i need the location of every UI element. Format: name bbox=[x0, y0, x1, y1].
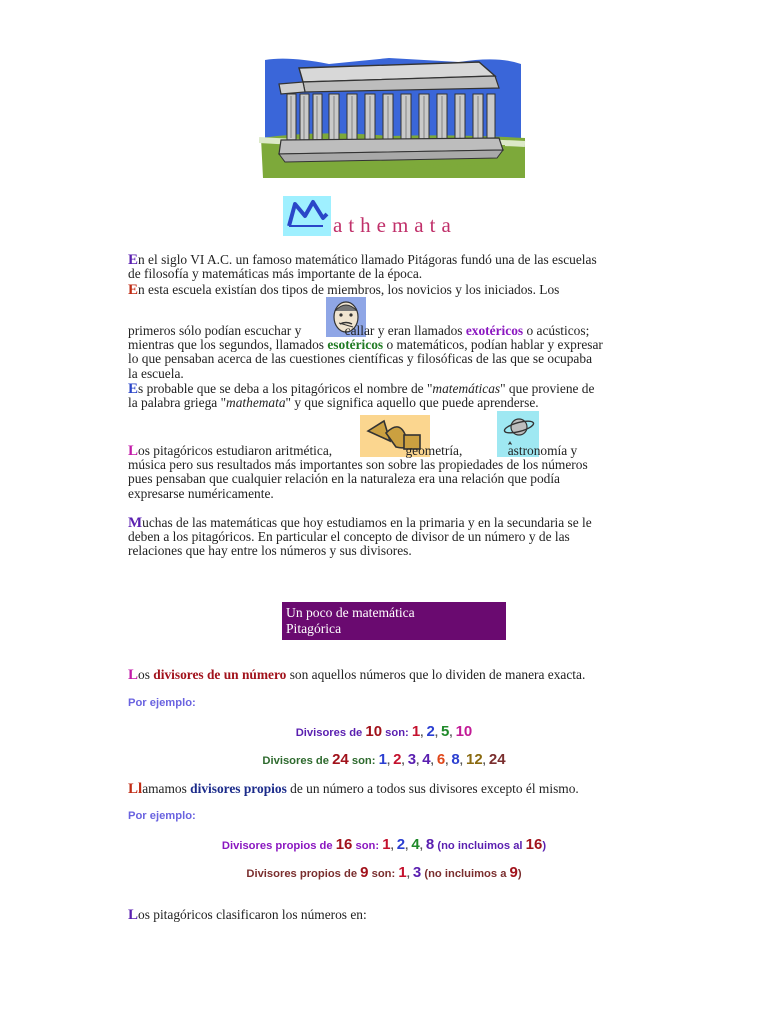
divisor-list bbox=[411, 723, 473, 740]
banner-line: Pitagórica bbox=[286, 621, 342, 636]
example-label: Divisores propios de bbox=[221, 840, 336, 852]
drop-initial: L bbox=[128, 443, 139, 459]
divisor-value: 3 bbox=[412, 864, 422, 881]
divisores-propios-term: divisores propios bbox=[190, 781, 287, 796]
page-title: athemata bbox=[333, 213, 457, 237]
divisor-list bbox=[378, 751, 506, 768]
drop-initial: M bbox=[128, 515, 143, 531]
text-line: os pitagóricos clasificaron los números en: bbox=[138, 907, 367, 922]
divisor-value: 8 bbox=[451, 751, 460, 768]
section-banner bbox=[282, 602, 506, 640]
example-son: son: bbox=[368, 868, 399, 880]
text-line: pues pensaban que cualquier relación en la naturaleza era una relación que podía bbox=[128, 471, 561, 487]
divisor-value: 1 bbox=[382, 836, 391, 853]
divisor-value: 10 bbox=[455, 723, 473, 740]
text-line: lo que pensaban acerca de las cuestiones científicas y filosóficas de las que se ocupaba bbox=[128, 351, 593, 367]
text-segment: son aquellos números que lo dividen de manera exacta. bbox=[286, 667, 586, 682]
drop-initial: L bbox=[128, 907, 139, 923]
divisor-separator: , bbox=[390, 840, 397, 852]
divisor-value: 2 bbox=[393, 751, 402, 768]
example-note-number: 16 bbox=[525, 836, 543, 853]
divisor-separator: , bbox=[406, 868, 413, 880]
text-segment: callar y eran llamados bbox=[344, 323, 466, 338]
example-son: son: bbox=[348, 755, 379, 767]
divisor-value: 2 bbox=[396, 836, 406, 853]
divisor-list bbox=[398, 864, 422, 881]
paragraph-2-rest bbox=[128, 324, 658, 381]
text-segment: la palabra griega " bbox=[128, 395, 227, 411]
divisor-value: 12 bbox=[465, 751, 483, 768]
example-label: Divisores de bbox=[262, 755, 333, 767]
drop-initial: Ll bbox=[128, 781, 143, 797]
divisor-separator: , bbox=[401, 755, 408, 767]
example-number: 16 bbox=[335, 836, 353, 853]
divisor-separator: , bbox=[416, 755, 423, 767]
por-ejemplo-label: Por ejemplo: bbox=[128, 810, 196, 822]
divisor-separator: , bbox=[459, 755, 466, 767]
text-line: la escuela. bbox=[128, 365, 184, 381]
text-line: relaciones que hay entre los números y sus divisores. bbox=[128, 543, 412, 559]
divisor-value: 4 bbox=[411, 836, 420, 853]
example-son: son: bbox=[382, 727, 412, 739]
divisor-value: 4 bbox=[422, 751, 431, 768]
divisor-separator: , bbox=[445, 755, 452, 767]
divisor-separator: , bbox=[405, 840, 412, 852]
text-segment: os bbox=[138, 667, 154, 682]
text-segment: os pitagóricos estudiaron aritmética, bbox=[138, 443, 336, 458]
paragraph-1 bbox=[128, 253, 658, 281]
text-segment: mientras que los segundos, llamados bbox=[128, 337, 328, 353]
divisor-separator: , bbox=[434, 727, 442, 739]
text-segment: amamos bbox=[142, 781, 191, 796]
parthenon-illustration bbox=[259, 54, 527, 180]
text-line: n esta escuela existían dos tipos de miembros, los novicios y los iniciados. Los bbox=[138, 282, 560, 297]
paragraph-2-line-1 bbox=[128, 283, 658, 297]
text-line: música pero sus resultados más importantes son sobre las propiedades de los números bbox=[128, 457, 588, 473]
divisor-value: 8 bbox=[425, 836, 435, 853]
divisor-value: 1 bbox=[411, 723, 421, 740]
text-segment: de un número a todos sus divisores excepto él mismo. bbox=[286, 781, 579, 796]
drop-initial: L bbox=[128, 667, 139, 683]
example-note-end: ) bbox=[542, 840, 547, 852]
example-label: Divisores propios de bbox=[246, 868, 361, 880]
divisor-separator: , bbox=[420, 727, 427, 739]
drop-initial: E bbox=[128, 381, 139, 397]
example-note: (no incluimos a bbox=[421, 868, 510, 880]
example-note: (no incluimos al bbox=[434, 840, 526, 852]
text-segment: primeros sólo podían escuchar y bbox=[128, 323, 305, 338]
text-segment: " y que significa aquello que puede aprenderse. bbox=[285, 395, 539, 411]
text-line: de filosofía y matemáticas más importante de la época. bbox=[128, 266, 423, 282]
paragraph-6 bbox=[128, 668, 688, 682]
banner-line: Un poco de matemática bbox=[286, 605, 415, 620]
divisor-list bbox=[382, 836, 435, 853]
text-line: expresarse numéricamente. bbox=[128, 485, 274, 501]
divisor-value: 1 bbox=[378, 751, 387, 768]
italic-term: mathemata bbox=[226, 395, 286, 411]
text-segment: o acústicos; bbox=[523, 323, 590, 338]
example-son: son: bbox=[352, 840, 383, 852]
esotericos-term: esotéricos bbox=[327, 337, 384, 353]
divisor-separator: , bbox=[386, 755, 394, 767]
drop-initial: E bbox=[128, 282, 139, 298]
divisor-separator: , bbox=[482, 755, 489, 767]
divisor-value: 3 bbox=[407, 751, 417, 768]
example-number: 24 bbox=[332, 751, 349, 768]
text-line: n el siglo VI A.C. un famoso matemático llamado Pitágoras fundó una de las escuelas bbox=[138, 252, 597, 267]
example-label: Divisores de bbox=[295, 727, 366, 739]
text-line: uchas de las matemáticas que hoy estudiamos en la primaria y en la secundaria se le bbox=[142, 515, 592, 530]
paragraph-3 bbox=[128, 382, 658, 410]
text-line: deben a los pitagóricos. En particular el concepto de divisor de un número y de las bbox=[128, 529, 570, 545]
example-note-number: 9 bbox=[509, 864, 518, 881]
drop-initial: E bbox=[128, 252, 139, 268]
text-segment: " que proviene de bbox=[500, 381, 595, 396]
m-letter-icon bbox=[283, 196, 331, 236]
divisores-term: divisores de un número bbox=[153, 667, 287, 682]
divisor-separator: , bbox=[419, 840, 426, 852]
text-segment: geometría, bbox=[405, 443, 466, 458]
example-number: 9 bbox=[360, 864, 369, 881]
paragraph-4 bbox=[128, 444, 658, 501]
paragraph-8 bbox=[128, 908, 658, 922]
example-3 bbox=[0, 836, 768, 853]
divisor-value: 6 bbox=[436, 751, 446, 768]
example-1 bbox=[0, 723, 768, 740]
example-note-end: ) bbox=[517, 868, 522, 880]
exotericos-term: exotéricos bbox=[465, 323, 524, 338]
divisor-separator: , bbox=[430, 755, 437, 767]
example-4 bbox=[0, 864, 768, 881]
divisor-value: 5 bbox=[441, 723, 450, 740]
divisor-value: 2 bbox=[426, 723, 435, 740]
example-number: 10 bbox=[365, 723, 383, 740]
divisor-value: 24 bbox=[488, 751, 506, 768]
paragraph-7 bbox=[128, 782, 688, 796]
italic-term: matemáticas bbox=[432, 381, 501, 396]
text-segment: s probable que se deba a los pitagóricos el nombre de " bbox=[138, 381, 433, 396]
divisor-value: 1 bbox=[398, 864, 407, 881]
text-segment: astronomía y bbox=[507, 443, 578, 458]
text-segment: o matemáticos, podían hablar y expresar bbox=[383, 337, 603, 353]
por-ejemplo-label: Por ejemplo: bbox=[128, 697, 196, 709]
paragraph-5 bbox=[128, 516, 658, 559]
example-2 bbox=[0, 751, 768, 768]
divisor-separator: , bbox=[449, 727, 456, 739]
